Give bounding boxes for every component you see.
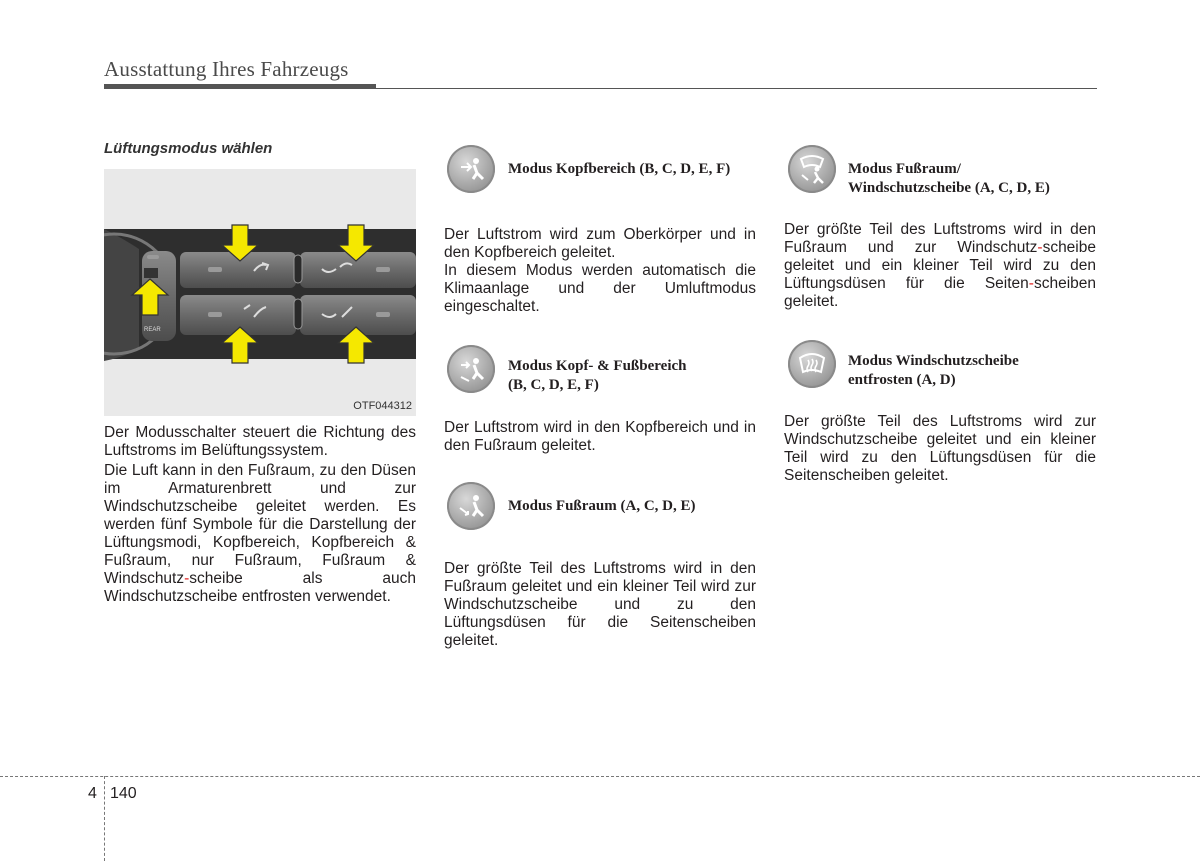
mode-switch-illustration — [104, 169, 416, 416]
mode-title-bilevel: Modus Kopf- & Fußbereich (B, C, D, E, F) — [508, 358, 687, 393]
mode-title-floor-defrost: Modus Fußraum/ Windschutzscheibe (A, C, D, E) — [848, 161, 1050, 196]
footer-dashed-divider — [104, 776, 105, 861]
mode-title-floor: Modus Fußraum (A, C, D, E) — [508, 498, 696, 514]
floor-defrost-icon — [788, 145, 836, 193]
header-rule-thin — [376, 88, 1097, 89]
chapter-number: 4 — [88, 785, 97, 802]
section-title: Lüftungsmodus wählen — [104, 140, 273, 157]
bi-level-icon — [447, 345, 495, 393]
left-para-2: Die Luft kann in den Fußraum, zu den Düsen im Armaturenbrett und zur Windschutzscheibe geleitet werden. Es werden fünf Symbole für die Darstellung der Lüftungsmodi, Kopfbereich, Kopfbereich & Fußraum, nur Fußraum, Fußraum & Windschutz-scheibe als auch Windschutzscheibe entfrosten verwendet. — [104, 462, 416, 605]
footer-dashed-line — [0, 776, 1200, 777]
mode-text-floor: Der größte Teil des Luftstroms wird in den Fußraum geleitet und ein kleiner Teil wird zur Windschutzscheibe und zu den Lüftungsdüsen für die Seitenscheiben geleitet. — [444, 560, 756, 649]
mode-text-head-2: In diesem Modus werden automatisch die Klimaanlage und der Umluftmodus eingeschaltet. — [444, 262, 756, 315]
mode-text-bilevel: Der Luftstrom wird in den Kopfbereich und in den Fußraum geleitet. — [444, 419, 756, 454]
mode-text-defrost: Der größte Teil des Luftstroms wird zur Windschutzscheibe geleitet und ein kleiner Teil wird zu den Lüftungsdüsen für die Seitenscheiben geleitet. — [784, 413, 1096, 484]
head-vent-icon — [447, 145, 495, 193]
header-title: Ausstattung Ihres Fahrzeugs — [104, 57, 349, 81]
header-rule-thick — [104, 84, 376, 89]
mode-switch-figure — [104, 169, 416, 416]
figure-caption: OTF044312 — [353, 400, 412, 412]
defrost-icon — [788, 340, 836, 388]
left-para-1: Der Modusschalter steuert die Richtung des Luftstroms im Belüftungssystem. — [104, 424, 416, 459]
floor-vent-icon — [447, 482, 495, 530]
page-number: 140 — [110, 785, 137, 802]
mode-title-head: Modus Kopfbereich (B, C, D, E, F) — [508, 161, 731, 177]
mode-text-floor-defrost: Der größte Teil des Luftstroms wird in den Fußraum und zur Windschutz-scheibe geleitet und ein kleiner Teil wird zu den Lüftungsdüsen für die Seiten-scheiben geleitet. — [784, 221, 1096, 310]
mode-text-head-1: Der Luftstrom wird zum Oberkörper und in den Kopfbereich geleitet. — [444, 226, 756, 261]
rear-label: REAR — [144, 327, 161, 333]
mode-title-defrost: Modus Windschutzscheibe entfrosten (A, D) — [848, 353, 1019, 388]
